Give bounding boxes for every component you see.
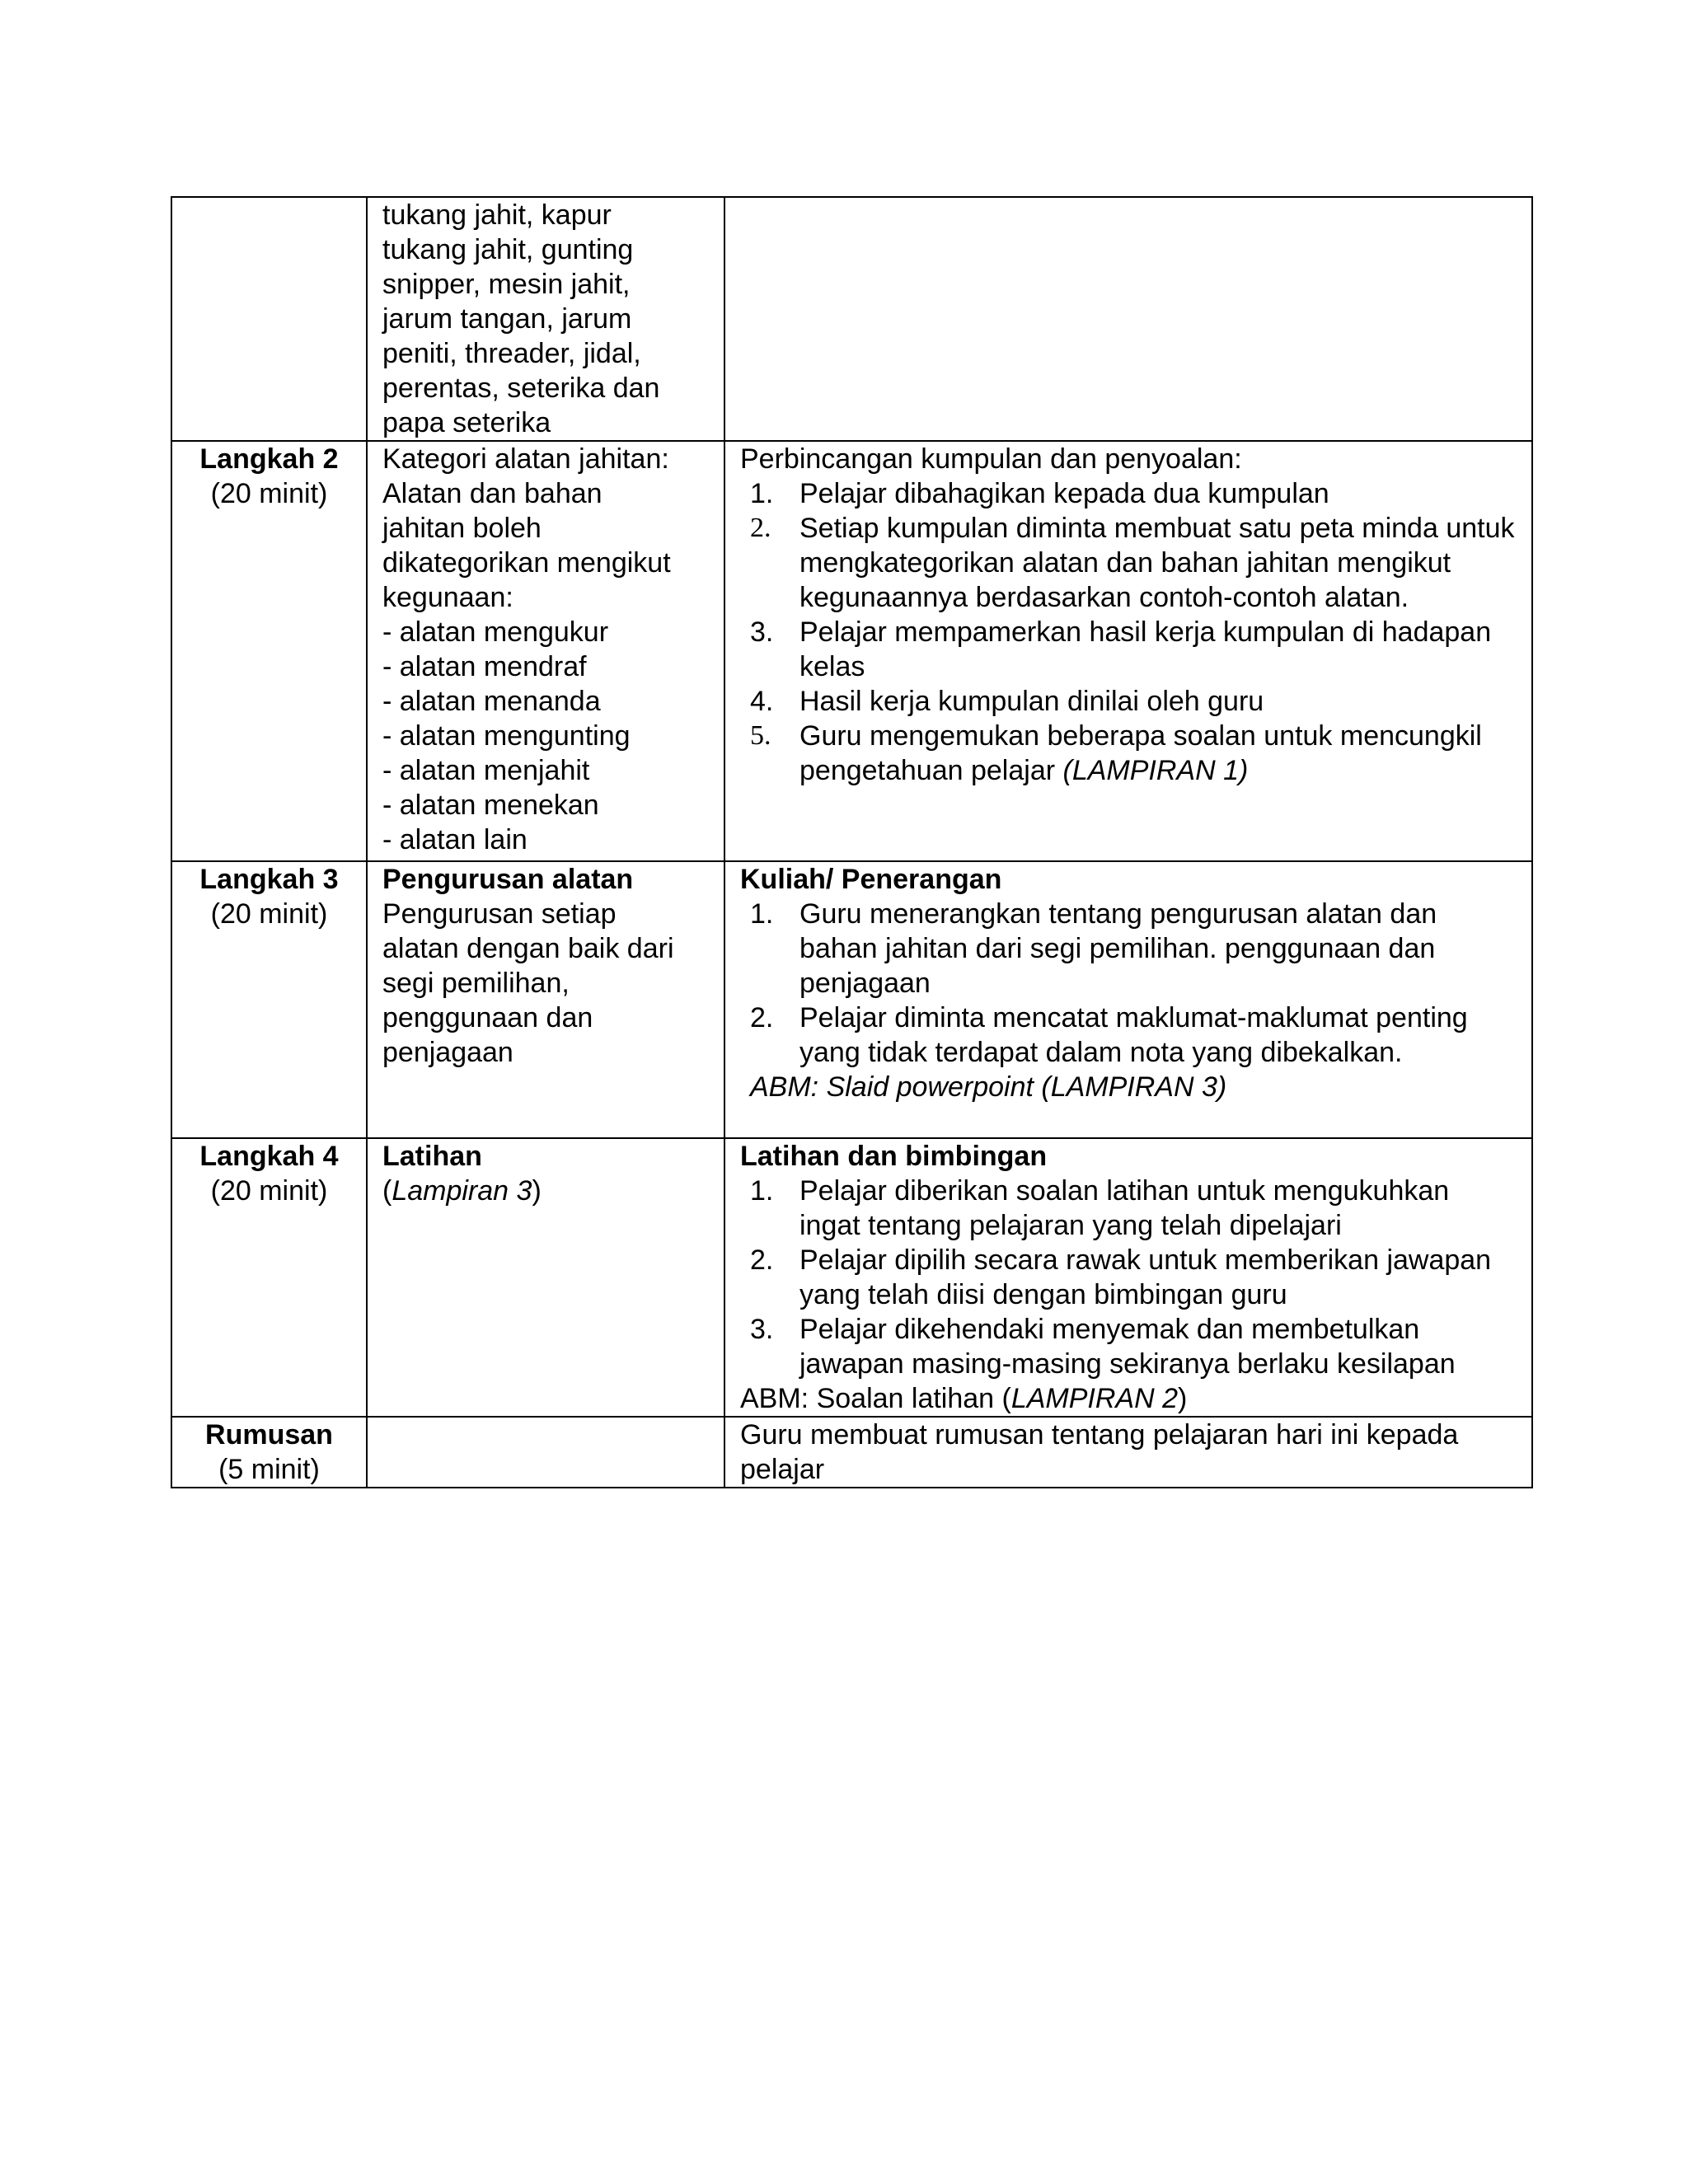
list-text: Pelajar diberikan soalan latihan untuk mengukuhkan ingat tentang pelajaran yang telah dipelajari <box>799 1175 1450 1241</box>
content-cell <box>367 1417 724 1488</box>
abm-note <box>740 1381 1517 1416</box>
list-number: 2. <box>750 1244 774 1276</box>
step-time: (20 minit) <box>210 478 328 509</box>
activity-cell <box>724 441 1532 861</box>
list-item <box>740 684 1517 719</box>
activity-heading: Latihan dan bimbingan <box>740 1141 1048 1172</box>
content-line: tukang jahit, gunting <box>382 234 634 265</box>
step-time: (20 minit) <box>210 898 328 930</box>
list-text: Pelajar mempamerkan hasil kerja kumpulan di hadapan kelas <box>799 616 1492 682</box>
content-line: Kategori alatan jahitan: <box>382 443 669 475</box>
content-line: Pengurusan setiap <box>382 898 617 930</box>
list-item <box>740 1243 1517 1312</box>
content-line: alatan dengan baik dari <box>382 933 674 964</box>
list-number: 1. <box>750 898 774 930</box>
lesson-plan-table <box>171 196 1533 1488</box>
content-line: penggunaan dan <box>382 1002 593 1033</box>
list-text: Hasil kerja kumpulan dinilai oleh guru <box>799 686 1264 717</box>
activity-cell <box>724 197 1532 441</box>
list-item <box>740 719 1517 788</box>
abm-note: ABM: Slaid powerpoint (LAMPIRAN 3) <box>750 1071 1227 1103</box>
list-item <box>740 1174 1517 1243</box>
list-item <box>740 897 1517 1001</box>
list-text: Setiap kumpulan diminta membuat satu peta minda untuk mengkategorikan alatan dan bahan jahitan mengikut kegunaannya berdasarkan contoh-contoh alatan. <box>799 513 1515 613</box>
activity-list <box>740 897 1517 1070</box>
content-line: - alatan menanda <box>382 686 601 717</box>
table-row <box>171 197 1532 441</box>
activity-cell <box>724 1138 1532 1417</box>
content-line: - alatan menjahit <box>382 755 590 786</box>
abm-suffix: ) <box>1178 1383 1188 1414</box>
content-line: papa seterika <box>382 407 551 438</box>
content-heading: Latihan <box>382 1141 482 1172</box>
paren-open: ( <box>382 1175 392 1207</box>
content-line: - alatan mendraf <box>382 651 587 682</box>
step-title: Langkah 4 <box>199 1141 339 1172</box>
step-title: Langkah 3 <box>199 864 339 895</box>
step-title: Rumusan <box>205 1419 333 1451</box>
content-line: - alatan mengunting <box>382 720 631 752</box>
content-heading: Pengurusan alatan <box>382 864 634 895</box>
activity-list <box>740 476 1517 788</box>
content-cell <box>367 441 724 861</box>
content-line: - alatan mengukur <box>382 616 609 648</box>
content-line: peniti, threader, jidal, <box>382 338 641 369</box>
list-text: Guru mengemukan beberapa soalan untuk mencungkil pengetahuan pelajar <box>799 720 1482 786</box>
abm-prefix: ABM: Soalan latihan ( <box>740 1383 1011 1414</box>
table-row <box>171 441 1532 861</box>
lampiran-ref: Lampiran 3 <box>392 1175 532 1207</box>
content-line: - alatan menekan <box>382 790 599 821</box>
content-line: segi pemilihan, <box>382 968 570 999</box>
list-number: 3. <box>750 616 774 648</box>
step-cell <box>171 1138 367 1417</box>
content-line: jarum tangan, jarum <box>382 303 632 335</box>
list-number: 3. <box>750 1314 774 1345</box>
table-row <box>171 861 1532 1138</box>
list-number: 1. <box>750 478 774 509</box>
list-item <box>740 511 1517 615</box>
step-time: (20 minit) <box>210 1175 328 1207</box>
step-title: Langkah 2 <box>199 443 339 475</box>
lampiran-line <box>382 1174 709 1208</box>
step-cell <box>171 1417 367 1488</box>
list-number: 2. <box>750 513 771 543</box>
list-text: Pelajar dikehendaki menyemak dan membetulkan jawapan masing-masing sekiranya berlaku kesilapan <box>799 1314 1456 1380</box>
list-item <box>740 476 1517 511</box>
step-cell <box>171 197 367 441</box>
summary-text: Guru membuat rumusan tentang pelajaran hari ini kepada pelajar <box>740 1419 1459 1485</box>
list-number: 2. <box>750 1002 774 1033</box>
content-line: Alatan dan bahan <box>382 478 603 509</box>
paren-close: ) <box>532 1175 542 1207</box>
list-number: 5. <box>750 720 771 751</box>
list-item <box>740 615 1517 684</box>
lampiran-ref: (LAMPIRAN 1) <box>1062 755 1249 786</box>
activity-cell <box>724 861 1532 1138</box>
content-line: penjagaan <box>382 1037 513 1068</box>
list-number: 1. <box>750 1175 774 1207</box>
content-line: jahitan boleh <box>382 513 542 544</box>
list-text: Guru menerangkan tentang pengurusan alatan dan bahan jahitan dari segi pemilihan. penggunaan dan penjagaan <box>799 898 1437 999</box>
step-cell <box>171 861 367 1138</box>
lampiran-ref: LAMPIRAN 2 <box>1010 1383 1179 1414</box>
activity-cell <box>724 1417 1532 1488</box>
content-line: dikategorikan mengikut <box>382 547 671 579</box>
content-line: - alatan lain <box>382 824 528 855</box>
list-text: Pelajar dibahagikan kepada dua kumpulan <box>799 478 1329 509</box>
list-item <box>740 1001 1517 1070</box>
content-cell <box>367 861 724 1138</box>
list-item <box>740 1312 1517 1381</box>
content-cell <box>367 197 724 441</box>
content-line: kegunaan: <box>382 582 513 613</box>
list-text: Pelajar dipilih secara rawak untuk memberikan jawapan yang telah diisi dengan bimbingan guru <box>799 1244 1492 1310</box>
activity-heading: Kuliah/ Penerangan <box>740 864 1002 895</box>
list-text: Pelajar diminta mencatat maklumat-maklumat penting yang tidak terdapat dalam nota yang dibekalkan. <box>799 1002 1468 1068</box>
activity-list <box>740 1174 1517 1381</box>
content-line: tukang jahit, kapur <box>382 199 612 231</box>
table-row <box>171 1417 1532 1488</box>
content-line: perentas, seterika dan <box>382 373 660 404</box>
step-time: (5 minit) <box>218 1454 320 1485</box>
step-cell <box>171 441 367 861</box>
list-number: 4. <box>750 686 774 717</box>
content-cell <box>367 1138 724 1417</box>
content-line: snipper, mesin jahit, <box>382 269 631 300</box>
activity-heading: Perbincangan kumpulan dan penyoalan: <box>740 443 1242 475</box>
table-row <box>171 1138 1532 1417</box>
